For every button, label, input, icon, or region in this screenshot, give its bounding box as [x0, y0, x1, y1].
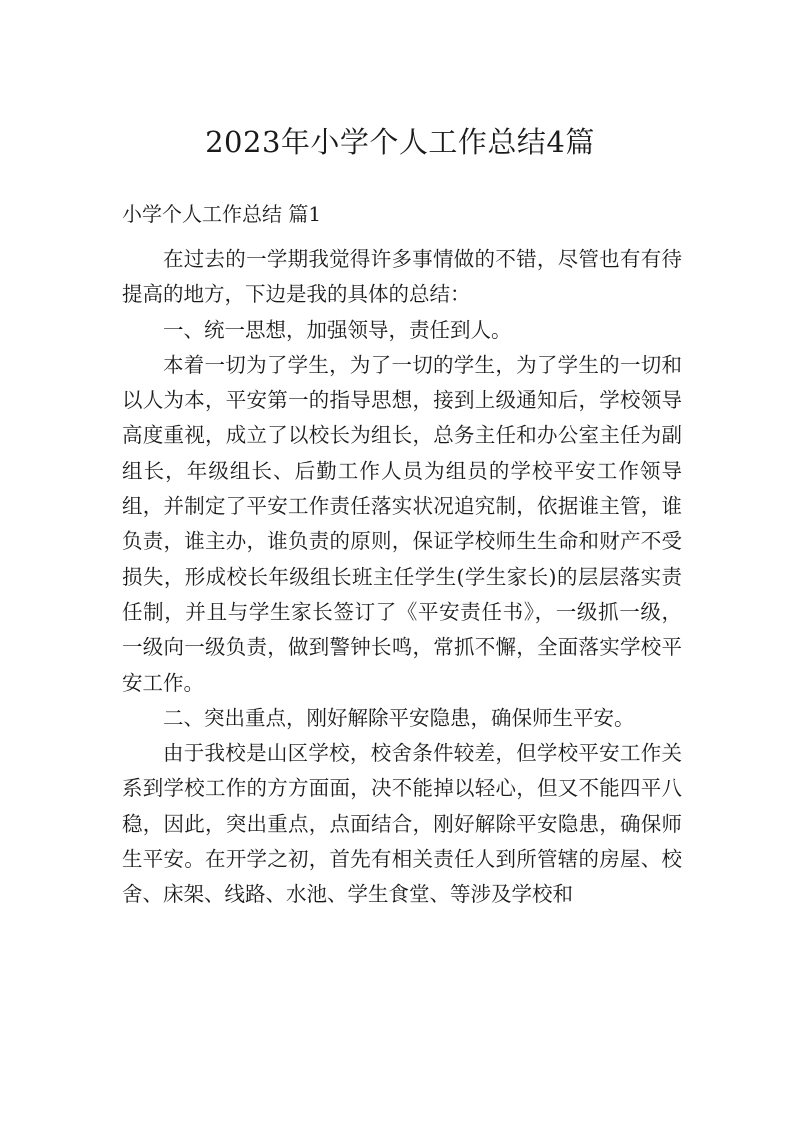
paragraph-section-two-heading: 二、突出重点，刚好解除平安隐患，确保师生平安。: [163, 705, 635, 730]
paragraph-intro: 在过去的一学期我觉得许多事情做的不错，尽管也有有待提高的地方，下边是我的具体的总结：: [122, 247, 682, 307]
paragraph-section-one-body: 本着一切为了学生，为了一切的学生，为了学生的一切和以人为本，平安第一的指导思想，接到上级通知后，学校领导高度重视，成立了以校长为组长，总务主任和办公室主任为副组长，年级组长、后勤工作人员为组员的学校平安工作领导组，并制定了平安工作责任落实状况追究制，依据谁主管，谁负责，谁主办，谁负责的原则，保证学校师生生命和财产不受损失，形成校长年级组长班主任学生(学生家长)的层层落实责任制，并且与学生家长签订了《平安责任书》，一级抓一级，一级向一级负责，做到警钟长鸣，常抓不懈，全面落实学校平安工作。: [122, 352, 682, 695]
section-heading: 小学个人工作总结 篇1: [122, 202, 322, 226]
document-body: [122, 242, 682, 913]
paragraph-section-one-heading: 一、统一思想，加强领导，责任到人。: [163, 317, 512, 342]
paragraph-section-two-body: 由于我校是山区学校，校舍条件较差，但学校平安工作关系到学校工作的方方面面，决不能掉以轻心，但又不能四平八稳，因此，突出重点，点面结合，刚好解除平安隐患，确保师生平安。在开学之初，首先有相关责任人到所管辖的房屋、校舍、床架、线路、水池、学生食堂、等涉及学校和: [122, 741, 682, 907]
document-title: 2023年小学个人工作总结4篇: [205, 125, 595, 159]
